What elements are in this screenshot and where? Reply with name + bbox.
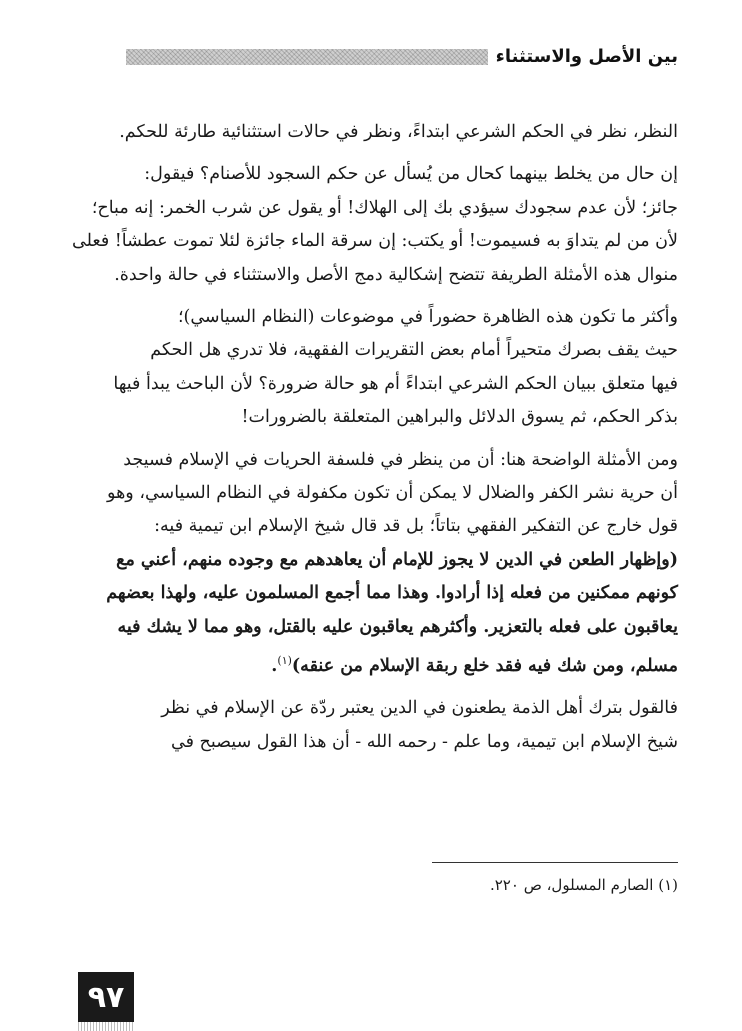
text-line: شيخ الإسلام ابن تيمية، وما علم - رحمه الله - أن هذا القول سيصبح في [171, 731, 678, 752]
header-decorative-bar [126, 49, 488, 65]
text-line: حيث يقف بصرك متحيراً أمام بعض التقريرات الفقهية، فلا تدري هل الحكم [150, 340, 678, 361]
page-number: ٩٧ [78, 972, 134, 1022]
quote-end-punctuation: . [271, 655, 278, 676]
paragraph-5 [128, 692, 678, 759]
footnote-divider [432, 862, 678, 863]
text-line: بذكر الحكم، ثم يسوق الدلائل والبراهين المتعلقة بالضرورات! [241, 407, 678, 428]
text-line: لأن من لم يتداوَ به فسيموت! أو يكتب: إن سرقة الماء جائزة لئلا تموت عطشاً! فعلى [72, 231, 678, 252]
quote-line-last [128, 644, 678, 683]
quote-line: (وإظهار الطعن في الدين لا يجوز للإمام أن يعاهدهم مع وجوده منهم، أعني مع [116, 549, 678, 570]
quote-line: يعاقبون على فعله بالتعزير. وأكثرهم يعاقبون عليه بالقتل، وهو مما لا يشك فيه [117, 616, 678, 637]
paragraph-3 [113, 301, 678, 435]
text-line: قول خارج عن التفكير الفقهي بتاتاً؛ بل قد قال شيخ الإسلام ابن تيمية فيه: [154, 516, 678, 537]
quote-line: كونهم ممكنين من فعله إذا أرادوا. وهذا مما أجمع المسلمون عليه، ولهذا بعضهم [106, 583, 678, 604]
text-line: النظر، نظر في الحكم الشرعي ابتداءً، ونظر في حالات استثنائية طارئة للحكم. [119, 122, 678, 142]
running-header [126, 42, 678, 70]
text-line: جائز؛ لأن عدم سجودك سيؤدي بك إلى الهلاك! أو يقول عن شرب الخمر: إنه مباح؛ [91, 197, 678, 218]
paragraph-4 [106, 444, 678, 684]
paragraph-1 [119, 116, 678, 149]
body-text [72, 116, 678, 759]
footnote: (١) الصارم المسلول، ص ٢٢٠. [489, 876, 678, 894]
text-line: منوال هذه الأمثلة الطريفة تتضح إشكالية دمج الأصل والاستثناء في حالة واحدة. [114, 264, 678, 285]
footnote-marker[interactable]: (١) [277, 654, 292, 668]
text-line: إن حال من يخلط بينهما كحال من يُسأل عن حكم السجود للأصنام؟ فيقول: [144, 164, 678, 185]
text-line: ومن الأمثلة الواضحة هنا: أن من ينظر في فلسفة الحريات في الإسلام فسيجد [123, 449, 678, 470]
text-line: أن حرية نشر الكفر والضلال لا يمكن أن تكون مكفولة في النظام السياسي، وهو [107, 483, 678, 504]
text-line: فالقول بترك أهل الذمة يطعنون في الدين يعتبر ردّة عن الإسلام في نظر [161, 698, 678, 719]
text-line: فيها متعلق ببيان الحكم الشرعي ابتداءً أم هو حالة ضرورة؟ لأن الباحث يبدأ فيها [113, 373, 678, 394]
text-line: وأكثر ما تكون هذه الظاهرة حضوراً في موضوعات (النظام السياسي)؛ [177, 307, 678, 328]
running-header-title: بين الأصل والاستثناء [495, 45, 678, 67]
page-edge-texture [78, 1022, 134, 1031]
quote-text: مسلم، ومن شك فيه فقد خلع ربقة الإسلام من عنقه) [291, 655, 678, 676]
paragraph-2 [72, 158, 678, 292]
